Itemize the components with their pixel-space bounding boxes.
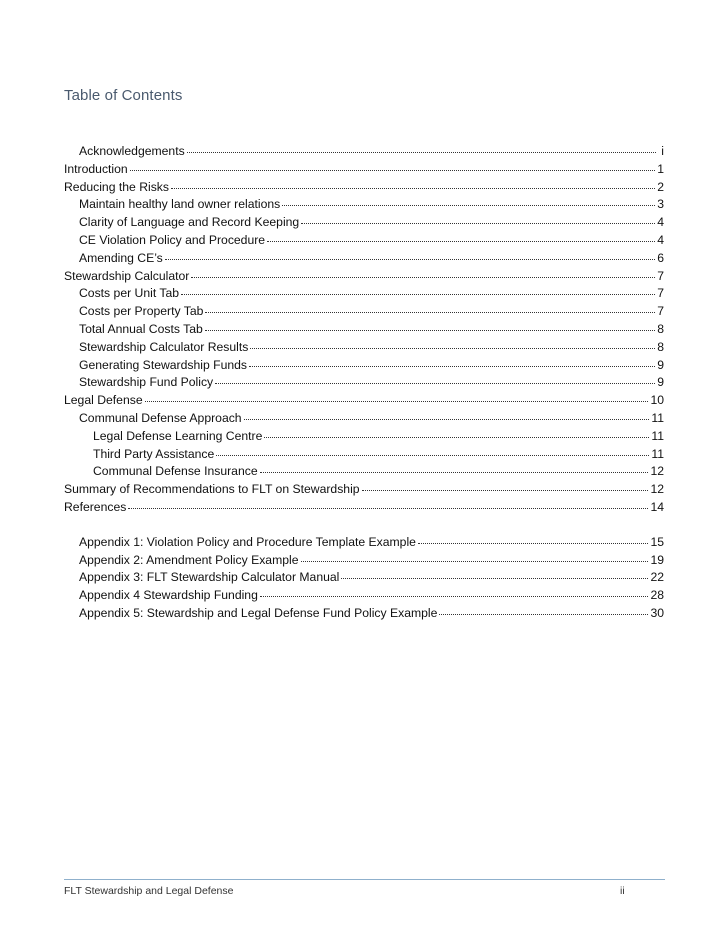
toc-entry-page: 3: [657, 197, 664, 212]
toc-entry-page: 6: [657, 250, 664, 265]
toc-section-appendices: [64, 534, 664, 623]
toc-entry-label: Amending CE’s: [79, 250, 163, 265]
toc-title: Table of Contents: [64, 87, 183, 104]
toc-entry-label: Summary of Recommendations to FLT on Stewardship: [64, 482, 360, 497]
dot-leader: [250, 347, 655, 349]
toc-entry[interactable]: [64, 143, 664, 161]
toc-entry-page: i: [661, 144, 664, 158]
toc-entry-page: 7: [657, 286, 664, 301]
toc-entry[interactable]: [64, 446, 664, 464]
toc-entry-label: Acknowledgements: [79, 144, 185, 158]
dot-leader: [439, 613, 648, 615]
toc-entry-page: 9: [657, 375, 664, 390]
toc-entry-page: 30: [650, 605, 664, 620]
dot-leader: [267, 240, 655, 242]
toc-entry[interactable]: [64, 587, 664, 605]
dot-leader: [301, 222, 655, 224]
toc-entry-label: Total Annual Costs Tab: [79, 321, 203, 336]
table-of-contents: [64, 143, 664, 623]
dot-leader: [181, 293, 655, 295]
toc-entry[interactable]: [64, 250, 664, 268]
dot-leader: [249, 365, 655, 367]
toc-entry-page: 9: [657, 357, 664, 372]
toc-entry-page: 14: [650, 499, 664, 514]
toc-entry[interactable]: [64, 463, 664, 481]
toc-entry-label: Stewardship Fund Policy: [79, 375, 214, 390]
toc-entry-label: Appendix 3: FLT Stewardship Calculator Manual: [79, 570, 340, 585]
toc-entry-label: Appendix 1: Violation Policy and Procedure Template Example: [79, 534, 416, 549]
dot-leader: [128, 507, 648, 509]
footer-page-number: ii: [620, 885, 625, 897]
toc-entry[interactable]: [64, 569, 664, 587]
dot-leader: [205, 329, 655, 331]
toc-entry[interactable]: [64, 179, 664, 197]
toc-entry-page: 7: [657, 304, 664, 319]
toc-entry[interactable]: [64, 410, 664, 428]
toc-entry[interactable]: [64, 499, 664, 517]
toc-entry-label: Communal Defense Approach: [79, 410, 242, 425]
toc-entry-page: 2: [657, 179, 664, 194]
toc-entry-page: 4: [657, 232, 664, 247]
toc-entry-label: Appendix 4 Stewardship Funding: [79, 588, 258, 603]
dot-leader: [418, 542, 648, 544]
dot-leader: [260, 471, 649, 473]
toc-entry-page: 8: [657, 339, 664, 354]
footer-document-title: FLT Stewardship and Legal Defense: [64, 885, 234, 897]
toc-entry[interactable]: [64, 321, 664, 339]
toc-entry[interactable]: [64, 232, 664, 250]
dot-leader: [130, 169, 656, 171]
toc-entry[interactable]: [64, 481, 664, 499]
toc-entry[interactable]: [64, 303, 664, 321]
toc-entry[interactable]: [64, 196, 664, 214]
toc-entry-page: 19: [650, 552, 664, 567]
dot-leader: [145, 400, 649, 402]
toc-entry-page: 11: [651, 410, 664, 425]
toc-gap: [64, 517, 664, 534]
footer-divider: [64, 879, 665, 880]
toc-entry-label: Stewardship Calculator: [64, 268, 190, 283]
dot-leader: [244, 418, 650, 420]
toc-entry-label: Reducing the Risks: [64, 179, 169, 194]
toc-entry[interactable]: [64, 374, 664, 392]
dot-leader: [341, 577, 648, 579]
toc-entry-label: Maintain healthy land owner relations: [79, 197, 281, 212]
toc-entry-label: Legal Defense: [64, 393, 143, 408]
toc-entry-label: Introduction: [64, 161, 128, 176]
toc-entry-label: Communal Defense Insurance: [93, 464, 258, 479]
dot-leader: [260, 595, 649, 597]
toc-entry[interactable]: [64, 428, 664, 446]
dot-leader: [264, 436, 649, 438]
toc-entry[interactable]: [64, 268, 664, 286]
dot-leader: [187, 151, 656, 153]
dot-leader: [191, 276, 655, 278]
dot-leader: [301, 560, 649, 562]
toc-entry[interactable]: [64, 534, 664, 552]
toc-entry-page: 4: [657, 215, 664, 230]
toc-entry[interactable]: [64, 339, 664, 357]
toc-entry-label: Legal Defense Learning Centre: [93, 428, 263, 443]
toc-entry[interactable]: [64, 605, 664, 623]
toc-entry-page: 11: [651, 428, 664, 443]
toc-entry-page: 22: [650, 570, 664, 585]
dot-leader: [215, 382, 655, 384]
toc-entry-label: Clarity of Language and Record Keeping: [79, 215, 300, 230]
toc-entry-page: 10: [650, 393, 664, 408]
toc-entry-label: References: [64, 499, 127, 514]
toc-entry-label: CE Violation Policy and Procedure: [79, 232, 266, 247]
toc-entry-page: 8: [657, 321, 664, 336]
toc-entry-page: 15: [650, 534, 664, 549]
toc-section-main: [64, 143, 664, 517]
toc-entry-label: Appendix 2: Amendment Policy Example: [79, 552, 299, 567]
dot-leader: [216, 454, 649, 456]
toc-entry-label: Stewardship Calculator Results: [79, 339, 249, 354]
toc-entry-label: Generating Stewardship Funds: [79, 357, 248, 372]
toc-entry[interactable]: [64, 214, 664, 232]
toc-entry-page: 11: [651, 446, 664, 461]
toc-entry-page: 1: [657, 161, 664, 176]
dot-leader: [165, 258, 655, 260]
toc-entry-page: 12: [650, 464, 664, 479]
toc-entry[interactable]: [64, 285, 664, 303]
dot-leader: [205, 311, 655, 313]
dot-leader: [171, 187, 655, 189]
toc-entry[interactable]: [64, 392, 664, 410]
dot-leader: [282, 204, 655, 206]
toc-entry-page: 12: [650, 482, 664, 497]
dot-leader: [362, 489, 649, 491]
toc-entry-label: Costs per Property Tab: [79, 304, 204, 319]
toc-entry-label: Appendix 5: Stewardship and Legal Defense Fund Policy Example: [79, 605, 438, 620]
toc-entry-page: 7: [657, 268, 664, 283]
toc-entry[interactable]: [64, 357, 664, 375]
toc-entry[interactable]: [64, 161, 664, 179]
toc-entry-label: Costs per Unit Tab: [79, 286, 180, 301]
toc-entry-page: 28: [650, 588, 664, 603]
toc-entry-label: Third Party Assistance: [93, 446, 215, 461]
toc-entry[interactable]: [64, 552, 664, 570]
